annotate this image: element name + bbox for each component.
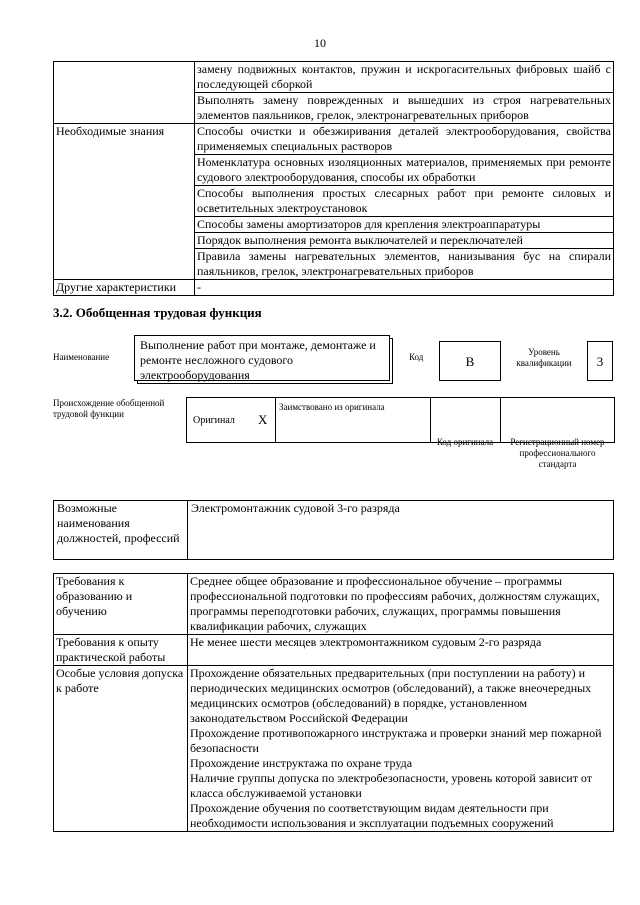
education-requirements-label: Требования к образованию и обучению <box>54 574 188 635</box>
knowledge-item: Способы выполнения простых слесарных работ при ремонте силовых и осветительных электроустановок <box>195 186 614 217</box>
knowledge-item: Правила замены нагревательных элементов, нанизывания бус на спирали паяльников, грелок, электронагревательных приборов <box>195 249 614 280</box>
original-mark: X <box>251 398 276 443</box>
registration-number-cell <box>501 398 615 443</box>
table-row <box>54 501 614 560</box>
code-label: Код <box>409 352 424 362</box>
experience-requirements-label: Требования к опыту практической работы <box>54 635 188 666</box>
section-heading: 3.2. Обобщенная трудовая функция <box>53 305 262 320</box>
admission-conditions-label: Особые условия допуска к работе <box>54 666 188 832</box>
positions-value: Электромонтажник судовой 3-го разряда <box>188 501 614 560</box>
skill-item: Выполнять замену поврежденных и вышедших из строя нагревательных элементов паяльников, грелок, электронагревательных приборов <box>195 93 614 124</box>
original-code-cell <box>431 398 501 443</box>
borrowed-label: Заимствовано из оригинала <box>276 398 431 443</box>
knowledge-item: Способы замены амортизаторов для крепления электроаппаратуры <box>195 217 614 233</box>
function-name-box: Выполнение работ при монтаже, демонтаже и ремонте несложного судового электрооборудования <box>134 335 390 381</box>
table-row <box>54 666 614 832</box>
table-row <box>54 280 614 296</box>
row-label-required-knowledge: Необходимые знания <box>54 124 195 280</box>
knowledge-item: Номенклатура основных изоляционных материалов, применяемых при ремонте судового электрооборудования, способы их обработки <box>195 155 614 186</box>
education-requirements-value: Среднее общее образование и профессиональное обучение – программы профессиональной подготовки по профессиям рабочих, должностям служащих, программы переподготовки рабочих, служащих, программы повышения квалификации рабочих, служащих <box>188 574 614 635</box>
table-row <box>54 635 614 666</box>
qualification-level-label: Уровень квалификации <box>516 347 572 368</box>
name-label: Наименование <box>53 352 110 362</box>
code-value: B <box>439 341 501 381</box>
admission-condition: Наличие группы допуска по электробезопасности, уровень которой зависит от класса обслуживаемой установки <box>190 771 593 800</box>
row-label-other-characteristics: Другие характеристики <box>54 280 195 296</box>
knowledge-item: Способы очистки и обезжиривания деталей электрооборудования, свойства применяемых специальных растворов <box>195 124 614 155</box>
positions-table <box>53 500 614 560</box>
table-row <box>187 398 615 443</box>
experience-requirements-value: Не менее шести месяцев электромонтажником судовым 2-го разряда <box>188 635 614 666</box>
admission-condition: Прохождение противопожарного инструктажа и проверки знаний мер пожарной безопасности <box>190 726 602 755</box>
skills-knowledge-table <box>53 61 614 296</box>
admission-condition: Прохождение обязательных предварительных (при поступлении на работу) и периодических медицинских осмотров (обследований), а также внеочередных медицинских осмотров (обследований) в порядке, установленном законодательством Российской Федерации <box>190 666 592 725</box>
row-label <box>54 62 195 124</box>
table-row <box>54 574 614 635</box>
requirements-table <box>53 573 614 832</box>
other-characteristics-value: - <box>195 280 614 296</box>
skill-item: замену подвижных контактов, пружин и искрогасительных фибровых шайб с последующей сборкой <box>195 62 614 93</box>
positions-label: Возможные наименования должностей, профессий <box>54 501 188 560</box>
admission-condition: Прохождение инструктажа по охране труда <box>190 756 413 770</box>
original-code-caption: Код оригинала <box>436 437 494 447</box>
page-number: 10 <box>314 36 326 50</box>
admission-conditions-value <box>188 666 614 832</box>
admission-condition: Прохождение обучения по соответствующим видам деятельности при необходимости использования и эксплуатации подъемных сооружений <box>190 801 554 830</box>
qualification-level-value: 3 <box>587 341 613 381</box>
original-label: Оригинал <box>187 398 251 443</box>
table-row <box>54 62 614 93</box>
origin-label: Происхождение обобщенной трудовой функции <box>53 398 165 419</box>
knowledge-item: Порядок выполнения ремонта выключателей и переключателей <box>195 233 614 249</box>
registration-number-caption: Регистрационный номер профессионального стандарта <box>510 437 605 469</box>
table-row <box>54 124 614 155</box>
